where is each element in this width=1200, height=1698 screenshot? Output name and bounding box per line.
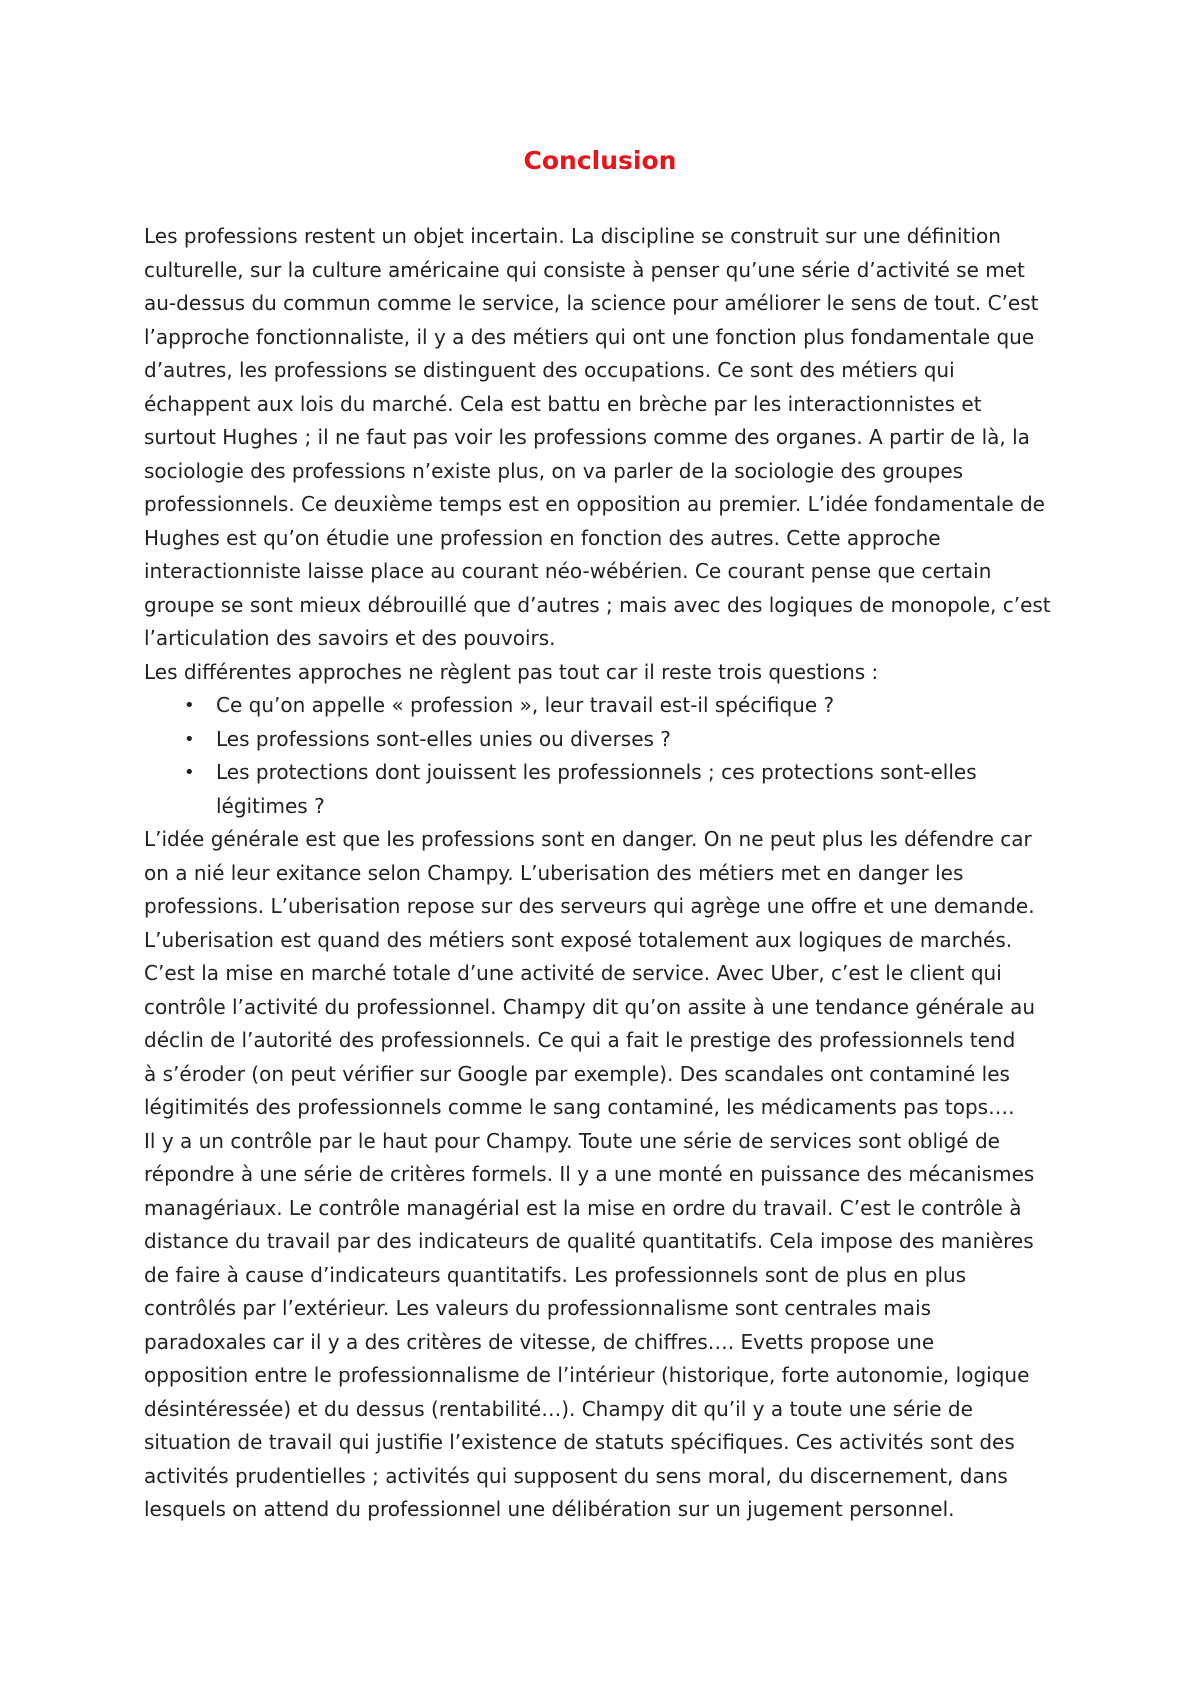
text-line: interactionniste laisse place au courant néo-wébérien. Ce courant pense que certain: [144, 559, 992, 583]
text-line: de faire à cause d’indicateurs quantitatifs. Les professionnels sont de plus en plus: [144, 1262, 967, 1287]
text-line: d’autres, les professions se distinguent des occupations. Ce sont des métiers qui: [144, 358, 955, 382]
text-line: déclin de l’autorité des professionnels. Ce qui a fait le prestige des professionnels tend: [144, 1028, 1016, 1052]
text-line: l’articulation des savoirs et des pouvoirs.: [144, 626, 556, 650]
text-line: surtout Hughes ; il ne faut pas voir les professions comme des organes. A partir de là, la: [144, 425, 1030, 449]
text-line: managériaux. Le contrôle managérial est la mise en ordre du travail. C’est le contrôle à: [144, 1195, 1022, 1220]
text-line: contrôlés par l’extérieur. Les valeurs du professionnalisme sont centrales mais: [144, 1296, 932, 1320]
text-line: paradoxales car il y a des critères de vitesse, de chiffres…. Evetts propose une: [144, 1329, 935, 1354]
text-line: situation de travail qui justifie l’existence de statuts spécifiques. Ces activités sont des: [144, 1430, 1015, 1454]
text-line: L’idée générale est que les professions sont en danger. On ne peut plus les défendre car: [144, 827, 1032, 851]
text-line: distance du travail par des indicateurs de qualité quantitatifs. Cela impose des manières: [144, 1229, 1034, 1253]
text-line: professions. L’uberisation repose sur des serveurs qui agrège une offre et une demande.: [144, 894, 1035, 918]
text-line: C’est la mise en marché totale d’une activité de service. Avec Uber, c’est le client qui: [144, 961, 1002, 985]
text-line: lesquels on attend du professionnel une délibération sur un jugement personnel.: [144, 1497, 955, 1521]
document-body: [144, 220, 1074, 1527]
text-line: répondre à une série de critères formels. Il y a une monté en puissance des mécanismes: [144, 1162, 1035, 1186]
bullet-icon: •: [184, 695, 195, 716]
list-item: [144, 689, 1074, 723]
text-line: contrôle l’activité du professionnel. Champy dit qu’on assite à une tendance générale au: [144, 994, 1036, 1019]
text-line: l’approche fonctionnaliste, il y a des métiers qui ont une fonction plus fondamentale que: [144, 324, 1035, 349]
text-line: culturelle, sur la culture américaine qui consiste à penser qu’une série d’activité se met: [144, 257, 1025, 282]
list-item: [144, 756, 1074, 823]
paragraph-intro: [144, 220, 1074, 689]
text-line: professionnels. Ce deuxième temps est en opposition au premier. L’idée fondamentale de: [144, 492, 1045, 516]
bullet-icon: •: [184, 762, 195, 783]
text-line: au-dessus du commun comme le service, la science pour améliorer le sens de tout. C’est: [144, 291, 1039, 315]
text-line: sociologie des professions n’existe plus, on va parler de la sociologie des groupes: [144, 458, 964, 483]
text-line: activités prudentielles ; activités qui supposent du sens moral, du discernement, dans: [144, 1463, 1008, 1488]
bullet-icon: •: [184, 728, 195, 750]
text-line: groupe se sont mieux débrouillé que d’autres ; mais avec des logiques de monopole, c’est: [144, 592, 1051, 617]
text-line: légitimes ?: [216, 793, 325, 818]
text-line: échappent aux lois du marché. Cela est battu en brèche par les interactionnistes et: [144, 391, 982, 416]
paragraph-conclusion: [144, 823, 1074, 1527]
text-line: à s’éroder (on peut vérifier sur Google par exemple). Des scandales ont contaminé les: [144, 1061, 1010, 1086]
text-line: Il y a un contrôle par le haut pour Champy. Toute une série de services sont obligé de: [144, 1128, 1000, 1153]
list-item: [144, 723, 1074, 757]
text-line: Hughes est qu’on étudie une profession en fonction des autres. Cette approche: [144, 525, 941, 550]
text-line: Les différentes approches ne règlent pas tout car il reste trois questions :: [144, 659, 879, 684]
page-title: Conclusion: [523, 146, 677, 175]
text-line: légitimités des professionnels comme le sang contaminé, les médicaments pas tops….: [144, 1095, 1015, 1119]
text-line: désintéressée) et du dessus (rentabilité…). Champy dit qu’il y a toute une série de: [144, 1396, 973, 1421]
text-line: Les professions restent un objet incertain. La discipline se construit sur une définition: [144, 224, 1001, 248]
questions-list: [144, 689, 1074, 823]
text-line: L’uberisation est quand des métiers sont exposé totalement aux logiques de marchés.: [144, 927, 1013, 952]
text-line: Ce qu’on appelle « profession », leur travail est-il spécifique ?: [216, 693, 835, 717]
text-line: opposition entre le professionnalisme de l’intérieur (historique, forte autonomie, logique: [144, 1363, 1030, 1387]
text-line: Les protections dont jouissent les professionnels ; ces protections sont-elles: [216, 760, 977, 784]
text-line: Les professions sont-elles unies ou diverses ?: [216, 726, 671, 751]
text-line: on a nié leur exitance selon Champy. L’uberisation des métiers met en danger les: [144, 860, 964, 885]
